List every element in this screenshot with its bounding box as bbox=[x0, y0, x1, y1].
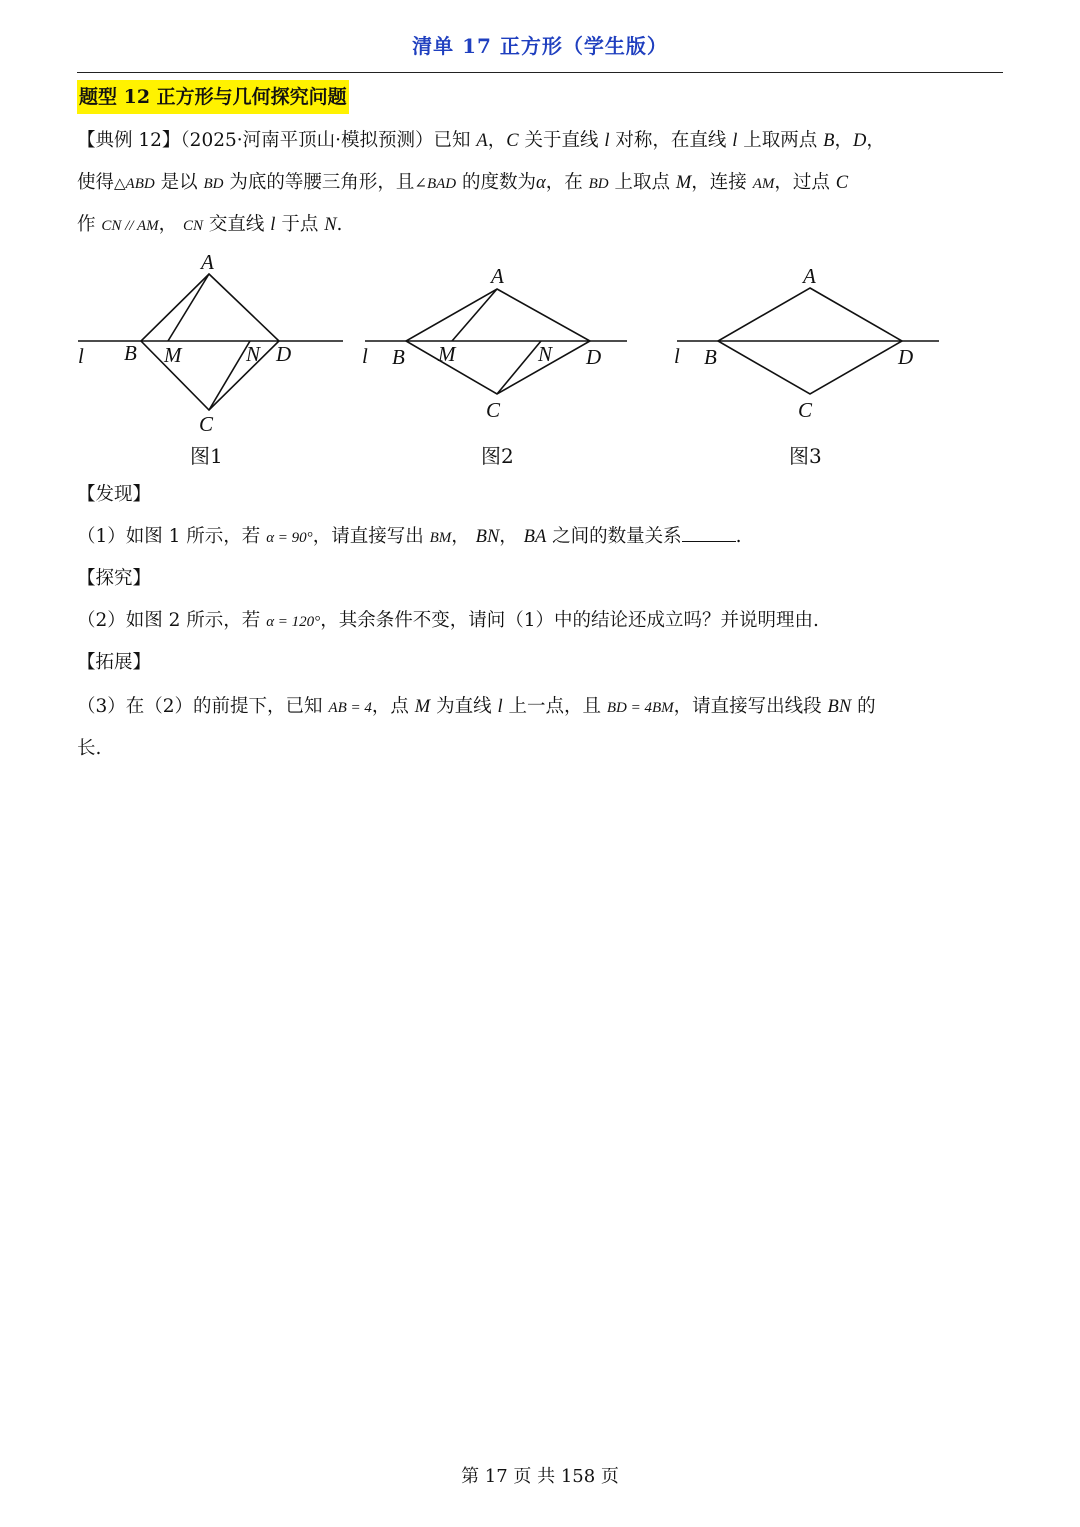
math-var: AM bbox=[752, 176, 775, 192]
fig2-segment-am bbox=[452, 289, 497, 341]
text: ， bbox=[487, 130, 507, 151]
fig2-label-d: D bbox=[586, 345, 602, 369]
figure-caption-1: 图1 bbox=[190, 444, 223, 468]
text: ，在 bbox=[545, 172, 589, 193]
text: ，其余条件不变，请问（1）中的结论还成立吗？并说明理由. bbox=[320, 610, 819, 631]
text: ， bbox=[158, 214, 184, 235]
math-var: M bbox=[414, 697, 431, 717]
math-expr: CN // AM bbox=[101, 218, 159, 234]
text: 关于直线 bbox=[518, 130, 605, 151]
fig1-label-c: C bbox=[199, 412, 214, 436]
page-footer: 第 17 页 共 158 页 bbox=[461, 1466, 619, 1487]
fig3-label-d: D bbox=[898, 345, 914, 369]
text: 上一点，且 bbox=[502, 696, 607, 717]
math-var: BM bbox=[429, 530, 452, 546]
discover-heading: 【发现】 bbox=[77, 484, 152, 505]
text: （2）如图 2 所示，若 bbox=[77, 610, 267, 631]
text: 【典例 12】（2025·河南平顶山·模拟预测）已知 bbox=[77, 130, 477, 151]
fig3-label-l: l bbox=[674, 344, 680, 368]
question-3-line-1 bbox=[77, 686, 1007, 729]
math-var: N bbox=[324, 215, 337, 235]
fig2-label-l: l bbox=[362, 344, 368, 368]
text: 之间的数量关系 bbox=[546, 526, 682, 547]
math-var: BD bbox=[588, 176, 609, 192]
math-expr: BD = 4BM bbox=[606, 700, 674, 716]
text: ，请直接写出线段 bbox=[673, 696, 828, 717]
math-var: BN bbox=[827, 697, 852, 717]
fig1-label-a: A bbox=[201, 250, 214, 274]
fig1-label-b: B bbox=[124, 341, 137, 365]
text: 作 bbox=[77, 214, 102, 235]
fig1-label-d: D bbox=[276, 342, 292, 366]
text: ， bbox=[499, 526, 524, 547]
text: 上取点 bbox=[608, 172, 676, 193]
text: . bbox=[735, 526, 742, 547]
extend-heading: 【拓展】 bbox=[77, 652, 152, 673]
text: 上取两点 bbox=[737, 130, 824, 151]
page-header-title: 清单 17 正方形（学生版） bbox=[412, 34, 668, 58]
fig3-label-a: A bbox=[803, 264, 816, 288]
math-expr: α = 120° bbox=[266, 614, 321, 630]
math-var: A bbox=[476, 131, 488, 151]
math-var: l bbox=[497, 697, 503, 717]
explore-heading: 【探究】 bbox=[77, 568, 152, 589]
fig3-label-c: C bbox=[798, 398, 813, 422]
text: ， bbox=[834, 130, 853, 151]
fig2-segment-cn bbox=[497, 341, 541, 394]
fig2-label-a: A bbox=[491, 264, 504, 288]
text: 为直线 bbox=[430, 696, 498, 717]
math-var: l bbox=[270, 215, 276, 235]
text: . bbox=[336, 214, 343, 235]
math-var: BA bbox=[523, 527, 547, 547]
header-divider bbox=[77, 72, 1003, 73]
problem-line-2 bbox=[77, 162, 1007, 205]
fig2-label-n: N bbox=[538, 342, 553, 366]
math-var: α bbox=[536, 173, 546, 193]
fig2-label-b: B bbox=[392, 345, 405, 369]
text: ，点 bbox=[371, 696, 415, 717]
text: ，请直接写出 bbox=[312, 526, 430, 547]
math-var: C bbox=[835, 173, 849, 193]
text: 对称，在直线 bbox=[609, 130, 733, 151]
math-expr: ∠BAD bbox=[414, 176, 457, 192]
text: 于点 bbox=[275, 214, 325, 235]
text: 使得 bbox=[77, 172, 115, 193]
fig2-label-c: C bbox=[486, 398, 501, 422]
text: 长. bbox=[77, 738, 102, 759]
math-var: M bbox=[675, 173, 692, 193]
text: ，连接 bbox=[691, 172, 753, 193]
text: （3）在（2）的前提下，已知 bbox=[77, 696, 329, 717]
text: （1）如图 1 所示，若 bbox=[77, 526, 267, 547]
math-var: BN bbox=[475, 527, 500, 547]
text: 是以 bbox=[154, 172, 204, 193]
question-1 bbox=[77, 516, 1007, 559]
fig1-label-m: M bbox=[164, 343, 182, 367]
text: ，过点 bbox=[774, 172, 836, 193]
math-var: D bbox=[852, 131, 867, 151]
math-expr: AB = 4 bbox=[328, 700, 372, 716]
math-expr: α = 90° bbox=[266, 530, 313, 546]
math-var: C bbox=[506, 131, 519, 151]
problem-line-1 bbox=[77, 120, 1007, 162]
math-var: l bbox=[604, 131, 610, 151]
text: ， bbox=[866, 130, 885, 151]
figure-caption-2: 图2 bbox=[481, 444, 514, 468]
text: 的 bbox=[851, 696, 876, 717]
answer-blank[interactable] bbox=[682, 521, 736, 542]
question-3-line-2 bbox=[77, 728, 1007, 770]
section-heading: 题型 12 正方形与几何探究问题 bbox=[77, 80, 349, 114]
figure-caption-3: 图3 bbox=[789, 444, 822, 468]
fig1-label-l: l bbox=[78, 344, 84, 368]
math-var: B bbox=[823, 131, 835, 151]
fig3-label-b: B bbox=[704, 345, 717, 369]
text: 交直线 bbox=[203, 214, 271, 235]
math-expr: △ABD bbox=[114, 176, 155, 192]
question-2 bbox=[77, 600, 1007, 643]
text: ， bbox=[451, 526, 476, 547]
text: 的度数为 bbox=[456, 172, 536, 193]
fig2-label-m: M bbox=[438, 342, 456, 366]
math-var: l bbox=[732, 131, 738, 151]
fig1-label-n: N bbox=[246, 342, 261, 366]
math-var: BD bbox=[203, 176, 224, 192]
text: 为底的等腰三角形，且 bbox=[223, 172, 415, 193]
math-var: CN bbox=[183, 218, 204, 234]
problem-line-3 bbox=[77, 204, 1007, 247]
geometry-figures bbox=[70, 244, 950, 444]
